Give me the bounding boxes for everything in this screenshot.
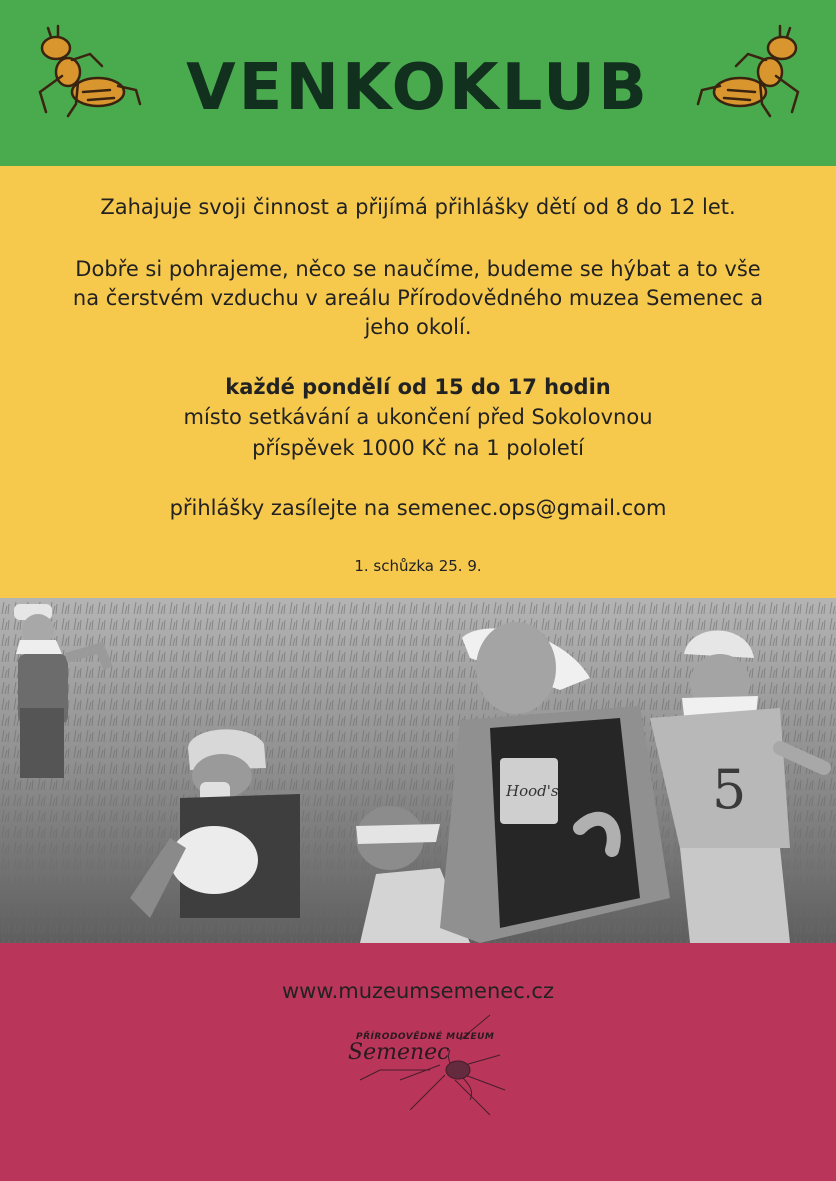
fee-text: příspěvek 1000 Kč na 1 pololetí (252, 436, 584, 460)
header-band (0, 0, 836, 166)
applications-text: přihlášky zasílejte na semenec.ops@gmail.com (169, 496, 667, 520)
description-line-1: Dobře si pohrajeme, něco se naučíme, budeme se hýbat a to vše (75, 257, 761, 281)
schedule-text: každé pondělí od 15 do 17 hodin (225, 375, 611, 399)
children-photo (0, 598, 836, 943)
shirt-number-text: 5 (712, 758, 747, 821)
meeting-place-text: místo setkávání a ukončení před Sokolovnou (183, 405, 653, 429)
shirt-print-text: Hood's (506, 782, 559, 800)
first-meeting-text: 1. schůzka 25. 9. (354, 557, 482, 575)
photo-illustration (0, 598, 836, 943)
intro-text: Zahajuje svoji činnost a přijímá přihlášky dětí od 8 do 12 let. (100, 195, 736, 219)
ant-icon (690, 20, 810, 120)
logo-name: Semenec (348, 1040, 450, 1065)
description-line-3: jeho okolí. (364, 315, 472, 339)
description-line-2: na čerstvém vzduchu v areálu Přírodovědného muzea Semenec a (72, 286, 764, 310)
museum-logo-icon (340, 1010, 510, 1120)
logo-subtitle: PŘÍRODOVĚDNÉ MUZEUM (356, 1032, 495, 1042)
website-link[interactable]: www.muzeumsemenec.cz (281, 979, 554, 1003)
page-title: VENKOKLUB (186, 51, 650, 125)
